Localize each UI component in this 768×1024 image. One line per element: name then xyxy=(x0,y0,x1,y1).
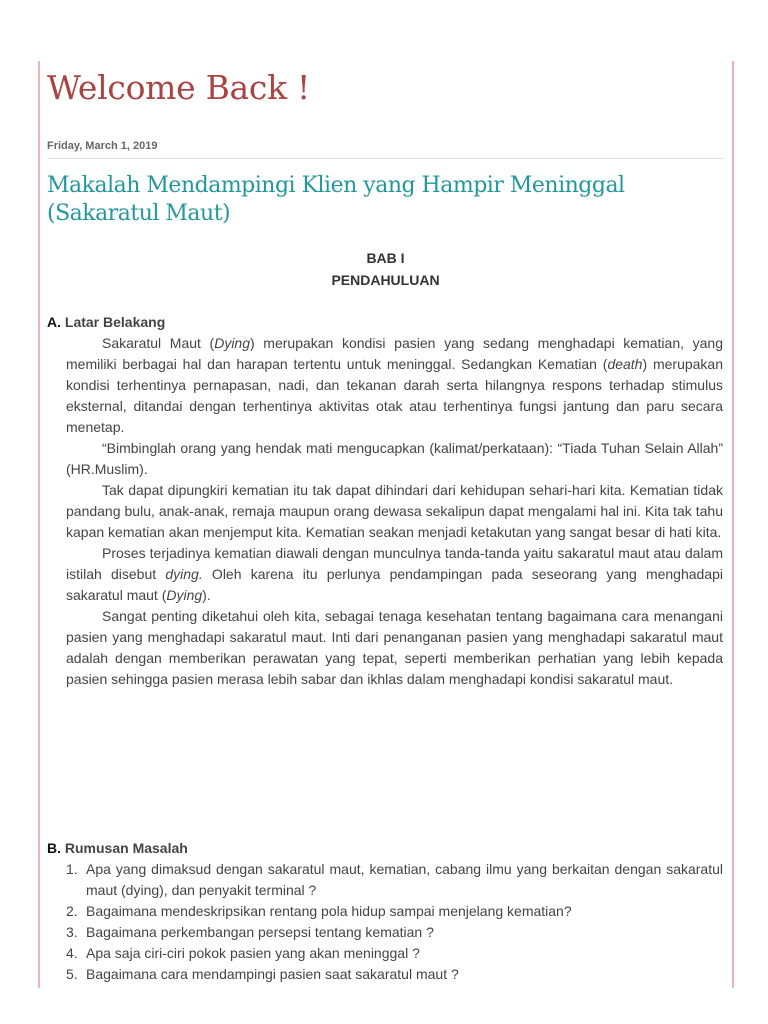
list-item xyxy=(66,859,723,901)
list-number: 4. xyxy=(66,945,78,961)
chapter-number: BAB I xyxy=(366,250,405,266)
paragraph-5: Sangat penting diketahui oleh kita, sebagai tenaga kesehatan tentang bagaimana cara menangani pasien yang menghadapi sakaratul maut. Inti dari penanganan pasien yang menghadapi sakaratul maut adalah dengan memberikan perawatan yang tepat, seperti memberikan perhatian yang lebih kepada pasien sehingga pasien merasa lebih sabar dan ikhlas dalam menghadapi kondisi sakaratul maut. xyxy=(66,608,723,687)
section-b-title: Rumusan Masalah xyxy=(64,840,188,856)
paragraph-3: Tak dapat dipungkiri kematian itu tak dapat dihindari dari kehidupan sehari-hari kita. Kematian tidak pandang bulu, anak-anak, remaja maupun orang dewasa sekalipun dapat mengalami hal ini. Kita tak tahu kapan kematian akan menjemput kita. Kematian seakan menjadi ketakutan yang sangat besar di hati kita. xyxy=(66,482,723,540)
paragraph-4: Proses terjadinya kematian diawali dengan munculnya tanda-tanda yaitu sakaratul maut atau dalam istilah disebut dying. Oleh karena itu perlunya pendampingan pada seseorang yang menghadapi sakaratul maut (Dying). xyxy=(66,545,724,603)
list-number: 3. xyxy=(66,924,78,940)
left-border-line xyxy=(38,61,40,988)
list-text: Apa yang dimaksud dengan sakaratul maut, kematian, cabang ilmu yang berkaitan dengan sakaratul maut (dying), dan penyakit terminal ? xyxy=(86,861,723,898)
post-title-line-2: (Sakaratul Maut) xyxy=(47,201,231,226)
list-item xyxy=(66,943,723,964)
list-number: 1. xyxy=(66,861,78,877)
list-number: 5. xyxy=(66,966,78,982)
list-item xyxy=(66,901,723,922)
post-title-line-1: Makalah Mendampingi Klien yang Hampir Meninggal xyxy=(47,173,625,198)
list-number: 2. xyxy=(66,903,78,919)
section-a-heading xyxy=(47,314,165,330)
section-a-title: Latar Belakang xyxy=(64,314,166,330)
list-item xyxy=(66,922,723,943)
paragraph-2: “Bimbinglah orang yang hendak mati mengucapkan (kalimat/perkataan): “Tiada Tuhan Selain Allah” (HR.Muslim). xyxy=(66,440,723,477)
background-text xyxy=(66,333,723,690)
list-text: Bagaimana mendeskripsikan rentang pola hidup sampai menjelang kematian? xyxy=(86,903,572,919)
list-item xyxy=(66,964,723,985)
blog-title[interactable]: Welcome Back ! xyxy=(47,68,310,107)
problem-list xyxy=(66,859,723,985)
list-text: Apa saja ciri-ciri pokok pasien yang akan meninggal ? xyxy=(86,945,420,961)
paragraph-1: Sakaratul Maut (Dying) merupakan kondisi pasien yang sedang menghadapi kematian, yang memiliki berbagai hal dan harapan tertentu untuk meninggal. Sedangkan Kematian (death) merupakan kondisi terhentinya pernapasan, nadi, dan tekanan darah serta hilangnya respons terhadap stimulus eksternal, ditandai dengan terhentinya aktivitas otak atau terhentinya fungsi jantung dan paru secara menetap. xyxy=(66,335,723,435)
date-divider xyxy=(47,158,724,159)
section-b-heading xyxy=(47,840,188,856)
list-text: Bagaimana perkembangan persepsi tentang kematian ? xyxy=(86,924,434,940)
section-b-letter: B. xyxy=(47,840,61,856)
chapter-title: PENDAHULUAN xyxy=(331,272,440,288)
list-text: Bagaimana cara mendampingi pasien saat sakaratul maut ? xyxy=(86,966,459,982)
section-a-letter: A. xyxy=(47,314,61,330)
post-title[interactable] xyxy=(47,172,707,228)
post-date: Friday, March 1, 2019 xyxy=(47,140,158,152)
right-border-line xyxy=(732,61,734,988)
